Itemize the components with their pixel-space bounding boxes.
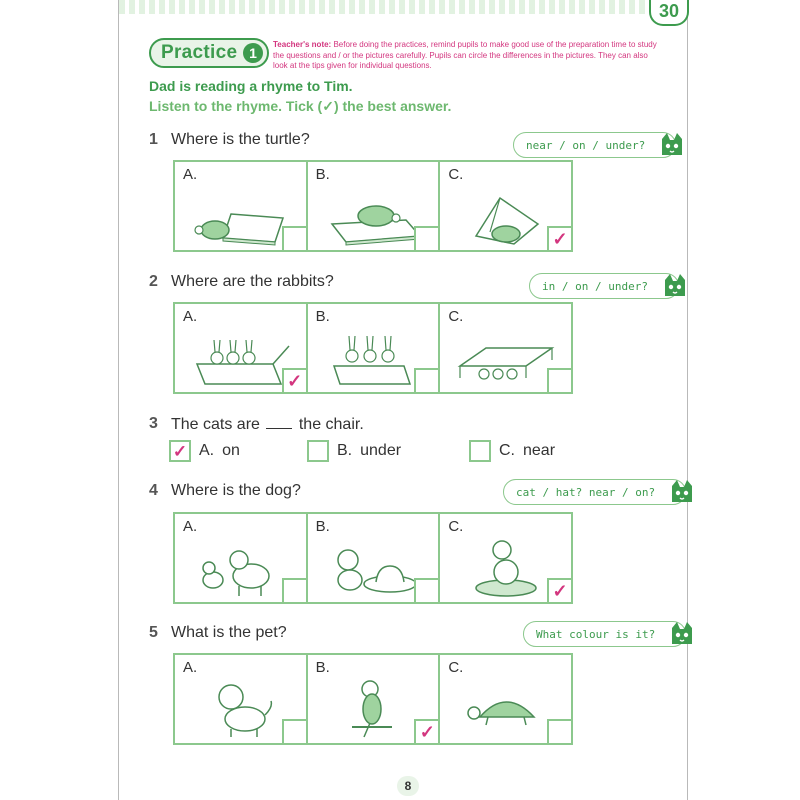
cat-headphones-icon [657,129,687,159]
options-row-1 [173,160,573,252]
practice-number: 1 [243,43,263,63]
dog-near-cat-picture [191,536,291,598]
tick-box[interactable]: ✓ [547,578,571,602]
tip-bubble-5 [523,621,686,647]
tick-box[interactable]: ✓ [414,719,438,743]
practice-title [149,38,269,68]
question-1 [149,131,310,149]
parrot-picture [324,677,424,739]
question-text [171,415,364,434]
option-a[interactable] [175,162,308,250]
choice-letter: C. [499,442,515,459]
tip-text: in / on / under? [542,279,648,293]
top-decoration [119,0,689,14]
question-5 [149,624,287,642]
tick-box[interactable] [282,719,306,743]
teacher-note-text: Before doing the practices, remind pupils to make good use of the preparation time to study the questions and / or the pictures carefully. Pupils can circle the differences in the pictures. They can also look at the tips given for individual questions. [273,40,657,70]
turtle-next-to-book-picture [191,184,291,246]
worksheet-page [118,0,688,800]
tick-box[interactable] [414,578,438,602]
choice-a[interactable] [169,440,307,462]
tick-box[interactable] [282,578,306,602]
option-label: C. [448,518,464,535]
tick-box[interactable] [414,368,438,392]
instruction-line-1: Dad is reading a rhyme to Tim. [149,78,353,94]
option-label: A. [183,659,198,676]
turtle-on-book-picture [324,184,424,246]
choice-c[interactable] [469,440,555,462]
option-label: C. [448,308,464,325]
question-text-after: the chair. [298,416,364,433]
answer-blank [266,415,292,429]
tick-box[interactable] [414,226,438,250]
tick-box[interactable]: ✓ [282,368,306,392]
page-number: 8 [397,776,419,796]
option-c[interactable] [440,514,571,602]
option-a[interactable] [175,514,308,602]
tip-bubble-2 [529,273,679,299]
question-number: 5 [149,624,158,641]
question-text-before: The cats are [171,416,260,433]
choice-text: on [222,442,240,459]
option-c[interactable] [440,304,571,392]
question-text: Where is the dog? [171,482,301,499]
choice-text: under [360,442,402,459]
question-3-choices [169,440,555,462]
option-c[interactable] [440,655,571,743]
option-label: B. [315,518,330,535]
page-badge: 30 [649,0,689,26]
cat-headphones-icon [667,476,697,506]
option-b[interactable] [308,655,441,743]
dog-near-hat-picture [324,536,424,598]
teacher-note-label: Teacher's note: [273,40,332,49]
options-row-5 [173,653,573,745]
rabbits-on-box-picture [324,326,424,388]
option-label: A. [183,518,198,535]
cat-headphones-icon [667,618,697,648]
tip-text: What colour is it? [536,627,656,641]
options-row-2 [173,302,573,394]
question-text: What is the pet? [171,624,287,641]
teacher-note [273,40,659,72]
tick-box[interactable] [469,440,491,462]
choice-text: near [523,442,556,459]
option-label: B. [315,166,330,183]
choice-letter: B. [337,442,353,459]
tick-box[interactable] [547,368,571,392]
tick-box[interactable] [282,226,306,250]
tick-box[interactable] [547,719,571,743]
question-number: 2 [149,273,158,290]
question-number: 1 [149,131,158,148]
option-label: B. [315,659,330,676]
instruction-line-2: Listen to the rhyme. Tick (✓) the best answer. [149,98,452,114]
question-3 [149,415,364,434]
options-row-4 [173,512,573,604]
tip-text: cat / hat? near / on? [516,485,656,499]
question-text: Where are the rabbits? [171,273,334,290]
question-4 [149,482,301,500]
option-b[interactable] [308,304,441,392]
question-2 [149,273,334,291]
tip-bubble-1 [513,132,676,158]
choice-b[interactable] [307,440,469,462]
tick-box[interactable] [307,440,329,462]
tip-text: near / on / under? [526,138,646,152]
dog-on-hat-picture [456,536,556,598]
question-number: 4 [149,482,158,499]
tip-bubble-4 [503,479,686,505]
option-label: C. [448,659,464,676]
option-label: C. [448,166,464,183]
rabbits-in-box-picture [191,326,291,388]
option-a[interactable] [175,655,308,743]
question-text: Where is the turtle? [171,131,310,148]
practice-label: Practice [161,42,238,63]
option-b[interactable] [308,514,441,602]
choice-letter: A. [199,442,215,459]
question-number: 3 [149,415,158,432]
turtle-under-book-picture [456,184,556,246]
cat-headphones-icon [660,270,690,300]
dog-picture [191,677,291,739]
turtle-picture [456,677,556,739]
option-c[interactable] [440,162,571,250]
option-label: B. [315,308,330,325]
option-b[interactable] [308,162,441,250]
option-a[interactable] [175,304,308,392]
option-label: A. [183,308,198,325]
tick-box[interactable]: ✓ [169,440,191,462]
option-label: A. [183,166,198,183]
tick-box[interactable]: ✓ [547,226,571,250]
rabbits-under-box-picture [456,326,556,388]
